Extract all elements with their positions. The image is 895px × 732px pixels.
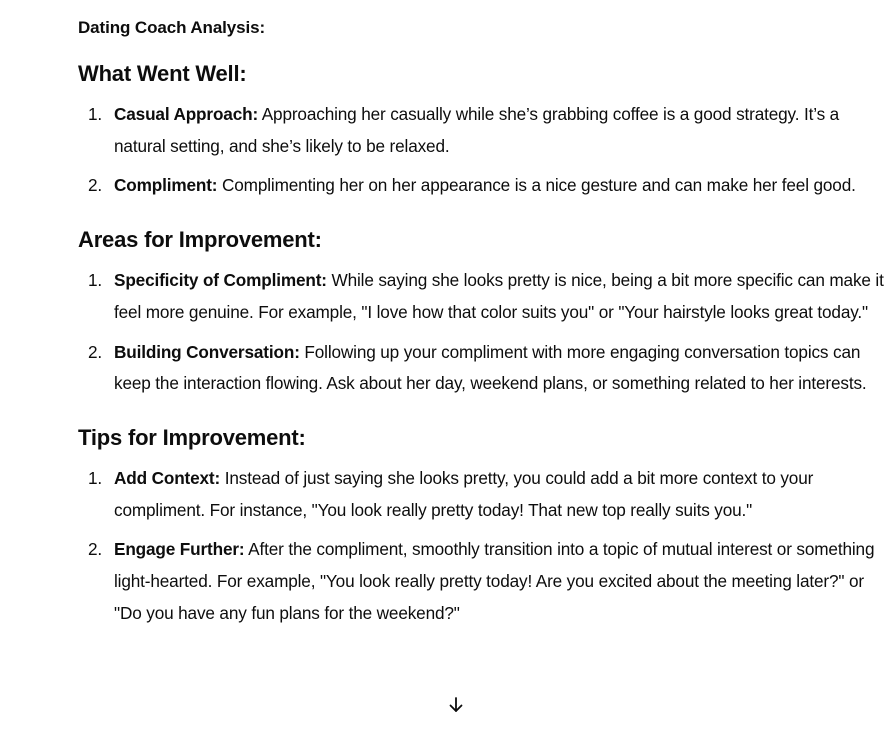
list-number: 2. [88,539,103,560]
list-item [78,170,884,202]
scroll-to-bottom-button[interactable] [441,690,471,720]
section-heading-areas-for-improvement: Areas for Improvement: [78,227,322,253]
list-item [78,463,884,526]
assistant-message [78,14,884,652]
list-item-term: Casual Approach: [114,104,259,124]
list-item [78,265,884,328]
list-number: 2. [88,175,103,196]
section-heading-what-went-well: What Went Well: [78,61,247,86]
list-item-text: Following up your compliment with more engaging conversation topics can keep the interaction flowing. Ask about her day, weekend plans, or something related to her interests. [114,341,867,394]
list-item-term: Engage Further: [114,539,245,560]
list-item-text: Approaching her casually while she’s grabbing coffee is a good strategy. It’s a natural setting, and she’s likely to be relaxed. [114,104,840,156]
list-number: 2. [88,341,103,362]
section-heading-tips-for-improvement: Tips for Improvement: [78,424,306,450]
list-tips-for-improvement [78,463,884,630]
list-item-text: Complimenting her on her appearance is a nice gesture and can make her feel good. [217,175,856,196]
list-item-text: After the compliment, smoothly transition into a topic of mutual interest or something light-hearted. For example, "You look really pretty today! Are you excited about the meeting later?" or "Do you have any fun plans for the weekend?" [114,539,875,623]
list-item-term: Specificity of Compliment: [114,270,327,291]
list-item-term: Building Conversation: [114,341,300,362]
list-item-text: While saying she looks pretty is nice, being a bit more specific can make it feel more genuine. For example, "I love how that color suits you" or "Your hairstyle looks great today." [114,270,884,322]
list-item-text: Instead of just saying she looks pretty, you could add a bit more context to your compliment. For instance, "You look really pretty today! That new top really suits you." [114,467,814,520]
list-number: 1. [88,467,103,488]
intro-heading: Dating Coach Analysis: [78,18,266,37]
arrow-down-icon [447,696,465,714]
list-item [78,534,884,629]
list-item [78,99,884,162]
list-item [78,337,884,400]
list-areas-for-improvement [78,265,884,400]
list-item-term: Add Context: [114,467,221,488]
list-what-went-well [78,99,884,202]
list-item-term: Compliment: [114,175,218,196]
list-number: 1. [88,104,103,124]
list-number: 1. [88,270,103,291]
